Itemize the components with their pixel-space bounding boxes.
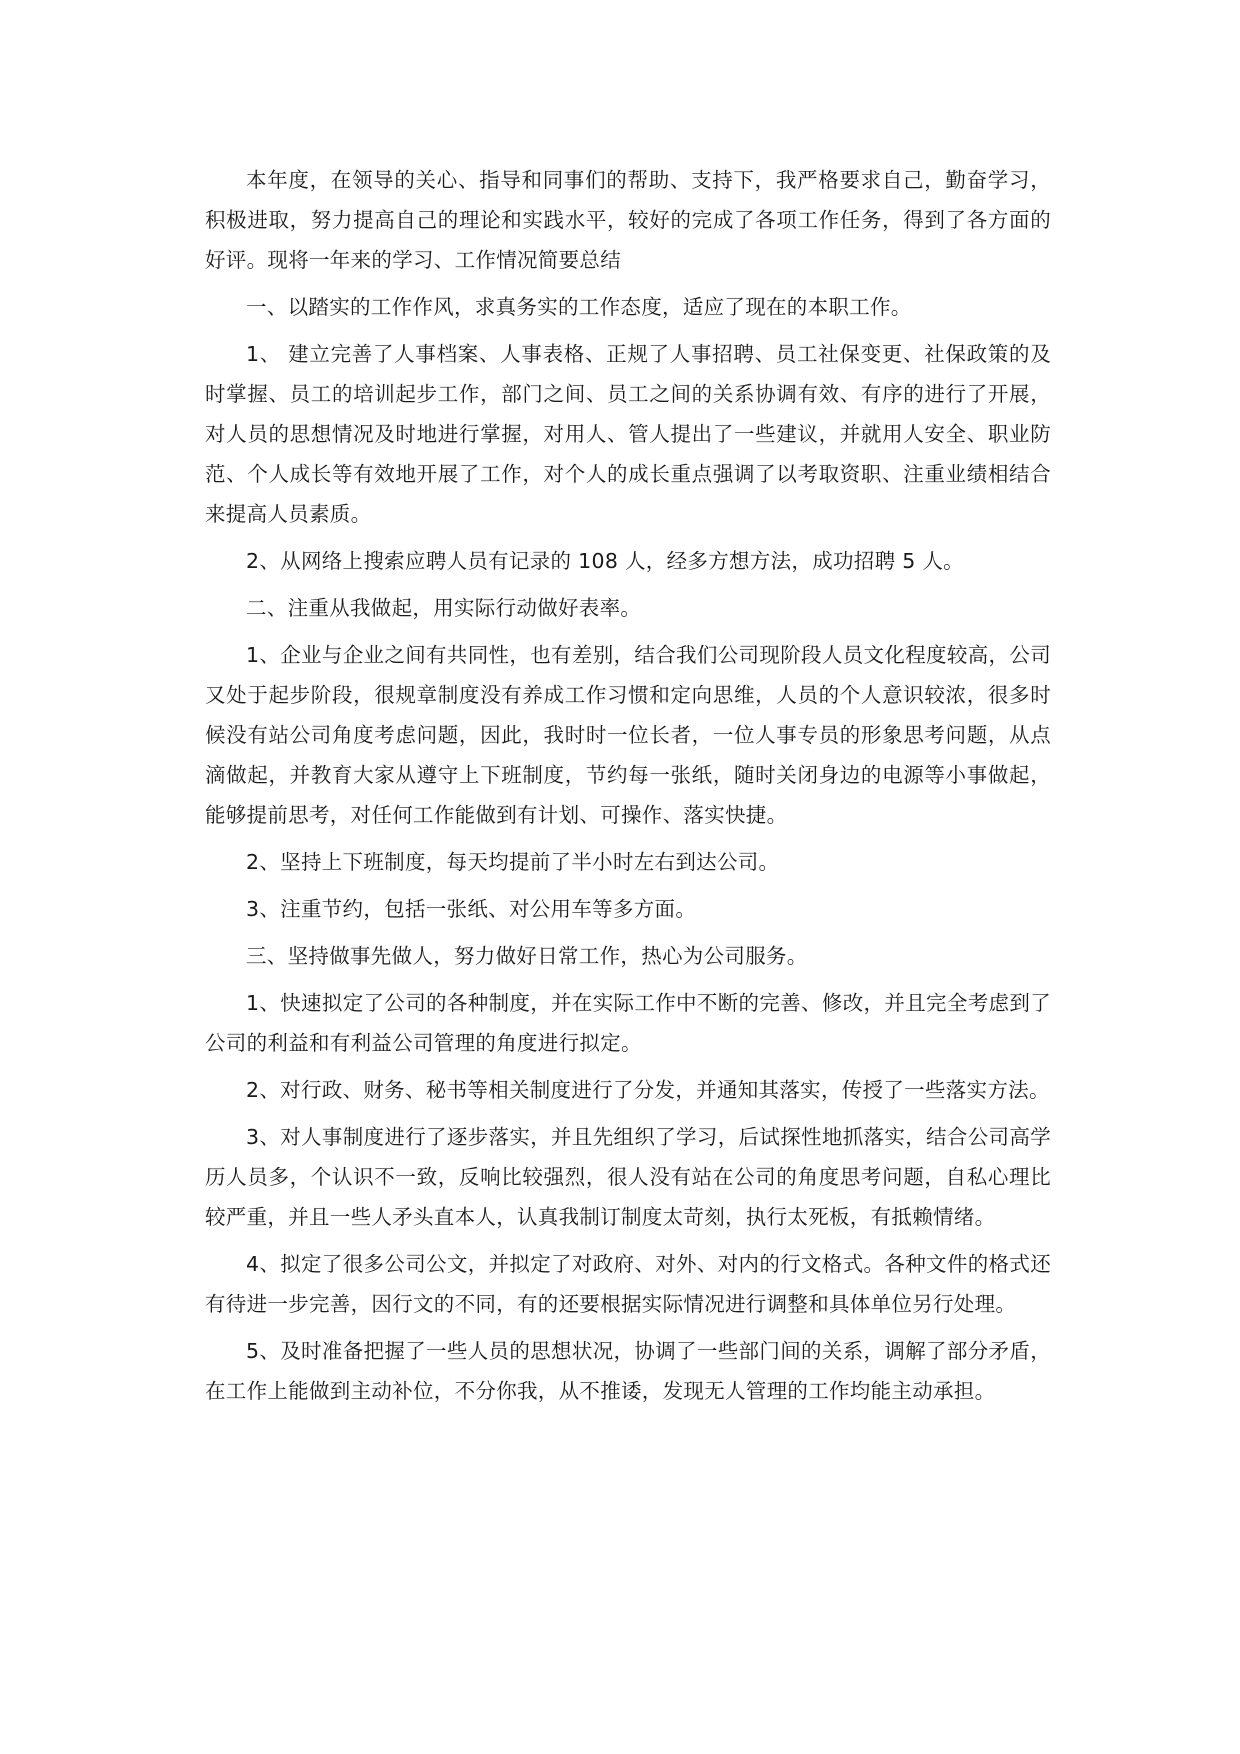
paragraph-2-2: 2、坚持上下班制度，每天均提前了半小时左右到达公司。 bbox=[246, 850, 780, 874]
paragraph-3-3: 3、对人事制度进行了逐步落实，并且先组织了学习，后试探性地抓落实，结合公司高学历人员多，个认识不一致，反响比较强烈，很人没有站在公司的角度思考问题，自私心理比较严重，并且一些人矛头直本人，认真我制订制度太苛刻，执行太死板，有抵赖情绪。 bbox=[205, 1125, 1051, 1229]
section-heading-2: 二、注重从我做起，用实际行动做好表率。 bbox=[246, 596, 642, 620]
paragraph-2-1: 1、企业与企业之间有共同性，也有差别，结合我们公司现阶段人员文化程度较高，公司又处于起步阶段，很规章制度没有养成工作习惯和定向思维，人员的个人意识较浓，很多时候没有站公司角度考虑问题，因此，我时时一位长者，一位人事专员的形象思考问题，从点滴做起，并教育大家从遵守上下班制度，节约每一张纸，随时关闭身边的电源等小事做起，能够提前思考，对任何工作能做到有计划、可操作、落实快捷。 bbox=[205, 643, 1051, 827]
paragraph-3-5: 5、及时准备把握了一些人员的思想状况，协调了一些部门间的关系，调解了部分矛盾，在工作上能做到主动补位，不分你我，从不推诿，发现无人管理的工作均能主动承担。 bbox=[205, 1339, 1051, 1403]
paragraph-1-2: 2、从网络上搜索应聘人员有记录的 108 人，经多方想方法，成功招聘 5 人。 bbox=[246, 549, 964, 573]
section-heading-1: 一、以踏实的工作作风，求真务实的工作态度，适应了现在的本职工作。 bbox=[246, 295, 912, 319]
paragraph-3-2: 2、对行政、财务、秘书等相关制度进行了分发，并通知其落实，传授了一些落实方法。 bbox=[246, 1078, 1050, 1102]
paragraph-2-3: 3、注重节约，包括一张纸、对公用车等多方面。 bbox=[246, 897, 697, 921]
paragraph-intro: 本年度，在领导的关心、指导和同事们的帮助、支持下，我严格要求自己，勤奋学习，积极进取，努力提高自己的理论和实践水平，较好的完成了各项工作任务，得到了各方面的好评。现将一年来的学习、工作情况简要总结 bbox=[205, 168, 1051, 272]
paragraph-1-1: 1、 建立完善了人事档案、人事表格、正规了人事招聘、员工社保变更、社保政策的及时掌握、员工的培训起步工作，部门之间、员工之间的关系协调有效、有序的进行了开展，对人员的思想情况及时地进行掌握，对用人、管人提出了一些建议，并就用人安全、职业防范、个人成长等有效地开展了工作，对个人的成长重点强调了以考取资职、注重业绩相结合来提高人员素质。 bbox=[205, 342, 1051, 526]
section-heading-3: 三、坚持做事先做人，努力做好日常工作，热心为公司服务。 bbox=[246, 944, 808, 968]
paragraph-3-1: 1、快速拟定了公司的各种制度，并在实际工作中不断的完善、修改，并且完全考虑到了公司的利益和有利益公司管理的角度进行拟定。 bbox=[205, 991, 1051, 1055]
document-body bbox=[205, 160, 1051, 1418]
paragraph-3-4: 4、拟定了很多公司公文，并拟定了对政府、对外、对内的行文格式。各种文件的格式还有待进一步完善，因行文的不同，有的还要根据实际情况进行调整和具体单位另行处理。 bbox=[205, 1252, 1051, 1316]
